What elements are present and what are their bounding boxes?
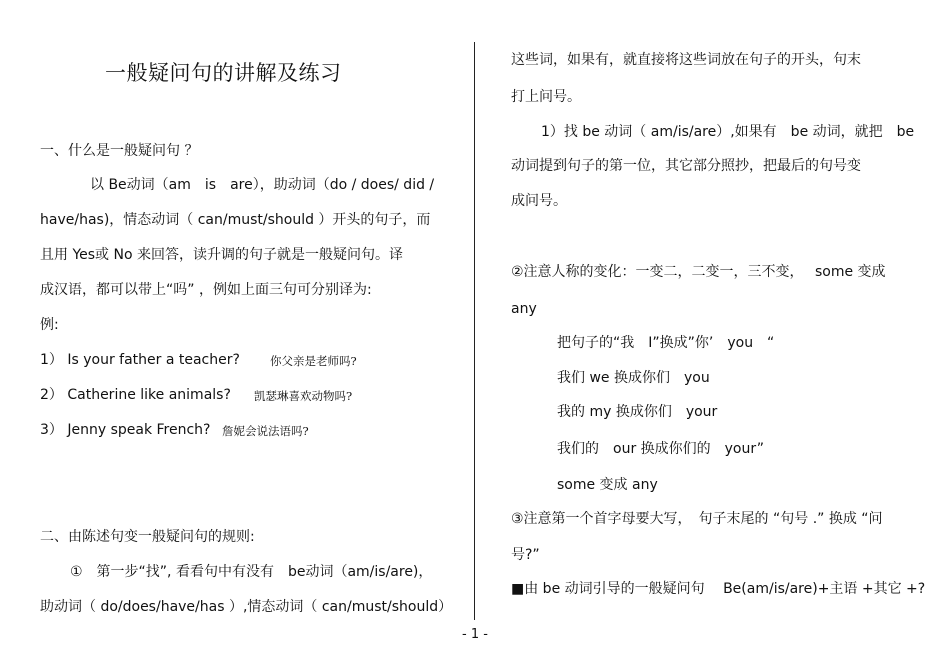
example-chinese: 你父亲是老师吗? <box>270 354 357 368</box>
column-divider <box>474 42 475 620</box>
paragraph-line: 把句子的“我 I”换成”你’ you “ <box>557 335 775 351</box>
paragraph-line: any <box>511 301 537 317</box>
paragraph-line: 动词提到句子的第一位，其它部分照抄，把最后的句号变 <box>511 158 861 174</box>
example-english: 1） Is your father a teacher? <box>40 352 240 368</box>
paragraph-line: 我的 my 换成你们 your <box>557 404 718 420</box>
paragraph-line: 成问号。 <box>511 193 567 209</box>
example-chinese: 凯瑟琳喜欢动物吗? <box>254 389 353 403</box>
paragraph-line: ②注意人称的变化：一变二，二变一，三不变， some 变成 <box>511 264 886 280</box>
paragraph-line: 我们的 our 换成你们的 your” <box>557 441 764 457</box>
paragraph-line: 号?” <box>511 547 540 563</box>
paragraph-line: 打上问号。 <box>511 89 581 105</box>
paragraph-line: 且用 Yes或 No 来回答，读升调的句子就是一般疑问句。译 <box>40 247 403 263</box>
paragraph-line: 以 Be动词（am is are），助动词（do / does/ did / <box>90 177 435 193</box>
section-1-heading: 一、什么是一般疑问句 ？ <box>40 143 199 159</box>
paragraph-line: 助动词（ do/does/have/has ）,情态动词（ can/must/should） <box>40 599 453 615</box>
paragraph-line: have/has)，情态动词（ can/must/should ）开头的句子，而 <box>40 212 431 228</box>
section-2-heading: 二、由陈述句变一般疑问句的规则: <box>40 529 255 545</box>
paragraph-line: some 变成 any <box>557 477 658 493</box>
example-english: 2） Catherine like animals? <box>40 387 231 403</box>
paragraph-line: 这些词，如果有，就直接将这些词放在句子的开头，句末 <box>511 52 861 68</box>
paragraph-line: ■由 be 动词引导的一般疑问句 Be(am/is/are)+主语 +其它 +? <box>511 581 926 597</box>
page-number: - 1 - <box>462 627 488 642</box>
paragraph-line: 1）找 be 动词（ am/is/are）,如果有 be 动词，就把 be <box>541 124 915 140</box>
paragraph-line: 成汉语，都可以带上“吗” ，例如上面三句可分别译为: <box>40 282 372 298</box>
paragraph-line: 我们 we 换成你们 you <box>557 370 710 386</box>
example-chinese: 詹妮会说法语吗? <box>222 424 309 438</box>
page-title: 一般疑问句的讲解及练习 <box>105 61 342 85</box>
example-label: 例: <box>40 317 59 333</box>
paragraph-line: ① 第一步“找”, 看看句中有没有 be动词（am/is/are)， <box>70 564 433 580</box>
paragraph-line: ③注意第一个首字母要大写， 句子末尾的 “句号 .” 换成 “问 <box>511 511 883 527</box>
example-english: 3） Jenny speak French? <box>40 422 211 438</box>
